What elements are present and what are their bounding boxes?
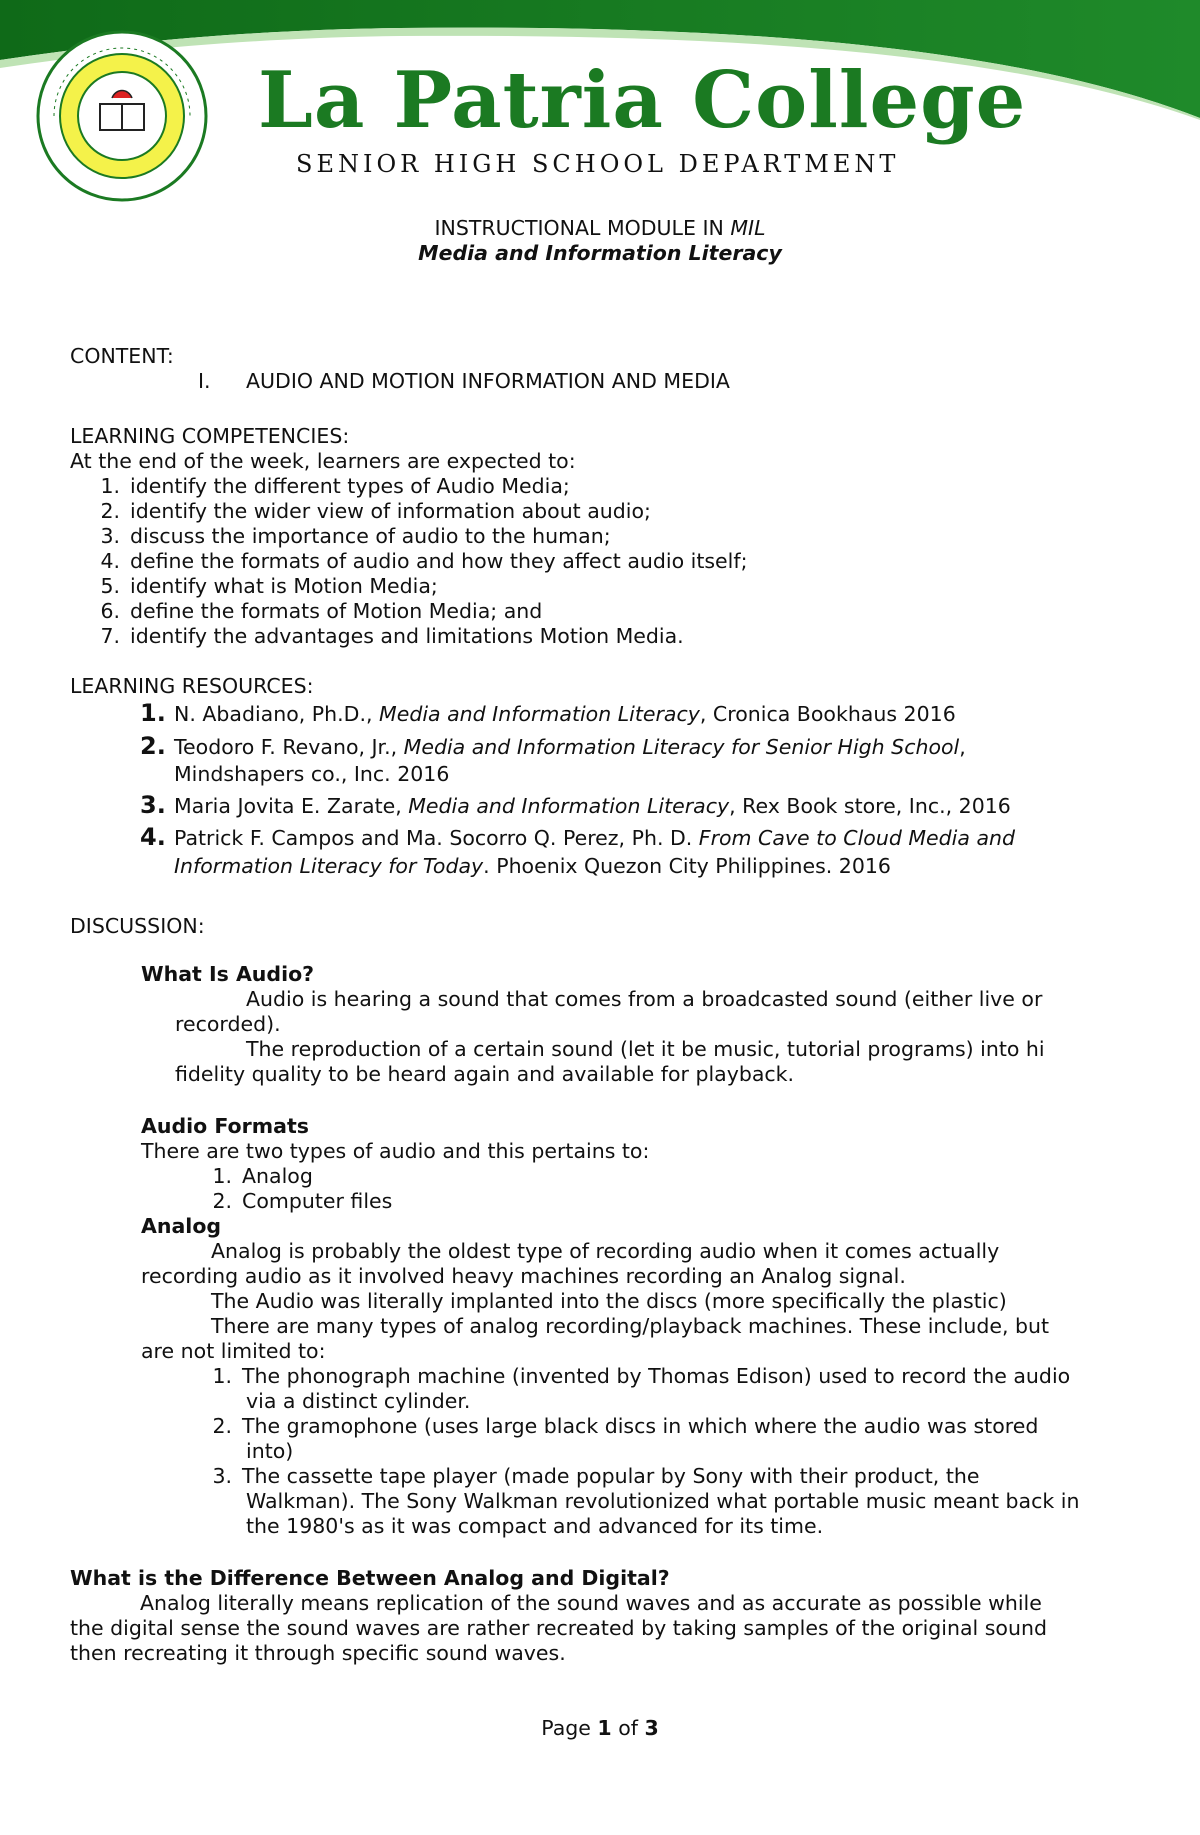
module-title [0,216,1200,241]
department-name: SENIOR HIGH SCHOOL DEPARTMENT [296,150,900,178]
competency-item: 4. define the formats of audio and how they affect audio itself; [100,549,748,573]
competencies-intro: At the end of the week, learners are expected to: [70,449,576,473]
analog-machine-item-continued: Walkman). The Sony Walkman revolutionized what portable music meant back in [246,1489,1080,1513]
resource-item: 1. N. Abadiano, Ph.D., Media and Information Literacy, Cronica Bookhaus 2016 [140,699,956,727]
competency-item: 7. identify the advantages and limitations Motion Media. [100,624,684,648]
what-is-audio-heading: What Is Audio? [141,962,315,986]
audio-formats-heading: Audio Formats [141,1114,309,1138]
college-name: La Patria College [258,55,1027,146]
paragraph-line: then recreating it through specific sound waves. [70,1641,566,1665]
paragraph-line: Analog is probably the oldest type of recording audio when it comes actually [211,1239,1000,1263]
paragraph-line: the digital sense the sound waves are rather recreated by taking samples of the original sound [70,1616,1047,1640]
analog-machine-item: 3. The cassette tape player (made popular by Sony with their product, the [212,1464,980,1488]
content-item-number: I. [198,369,211,393]
paragraph-line: Analog literally means replication of the sound waves and as accurate as possible while [140,1591,1042,1615]
discussion-heading: DISCUSSION: [70,914,205,938]
resource-item-continued: Information Literacy for Today. Phoenix Quezon City Philippines. 2016 [174,854,891,878]
module-title-prefix: INSTRUCTIONAL MODULE IN [434,216,731,240]
analog-machine-item-continued: into) [246,1439,294,1463]
competency-item: 6. define the formats of Motion Media; and [100,599,543,623]
competencies-heading: LEARNING COMPETENCIES: [70,424,350,448]
analog-machine-item-continued: via a distinct cylinder. [246,1389,471,1413]
audio-format-item: 1. Analog [212,1164,313,1188]
resource-item-continued: Mindshapers co., Inc. 2016 [174,762,450,786]
paragraph-line: recording audio as it involved heavy machines recording an Analog signal. [141,1264,906,1288]
competency-item: 3. discuss the importance of audio to the human; [100,524,611,548]
paragraph-line: are not limited to: [141,1339,326,1363]
content-item-text: AUDIO AND MOTION INFORMATION AND MEDIA [246,369,730,393]
resources-heading: LEARNING RESOURCES: [70,674,314,698]
paragraph-line: recorded). [175,1012,281,1036]
analog-heading: Analog [141,1214,222,1238]
content-heading: CONTENT: [70,344,174,368]
analog-machine-item: 2. The gramophone (uses large black discs in which where the audio was stored [212,1414,1039,1438]
module-subject: MIL [730,216,766,240]
content-item [198,369,211,394]
audio-format-item: 2. Computer files [212,1189,393,1213]
paragraph-line: There are many types of analog recording/playback machines. These include, but [211,1314,1050,1338]
module-subtitle: Media and Information Literacy [418,241,782,265]
paragraph-line: fidelity quality to be heard again and available for playback. [175,1062,795,1086]
page-number: Page 1 of 3 [541,1716,659,1740]
resource-item: 3. Maria Jovita E. Zarate, Media and Information Literacy, Rex Book store, Inc., 2016 [140,791,1011,819]
college-seal-logo [36,30,208,202]
competency-item: 2. identify the wider view of information about audio; [100,499,651,523]
resource-item: 2. Teodoro F. Revano, Jr., Media and Information Literacy for Senior High School, [140,732,966,760]
paragraph-line: Audio is hearing a sound that comes from a broadcasted sound (either live or [246,987,1043,1011]
analog-machine-item-continued: the 1980's as it was compact and advanced for its time. [246,1514,824,1538]
competency-item: 5. identify what is Motion Media; [100,574,438,598]
competency-item: 1. identify the different types of Audio Media; [100,474,570,498]
paragraph-line: The reproduction of a certain sound (let it be music, tutorial programs) into hi [246,1037,1045,1061]
difference-heading: What is the Difference Between Analog and Digital? [70,1566,670,1590]
audio-formats-intro: There are two types of audio and this pertains to: [141,1139,650,1163]
paragraph-line: The Audio was literally implanted into the discs (more specifically the plastic) [211,1289,1007,1313]
analog-machine-item: 1. The phonograph machine (invented by Thomas Edison) used to record the audio [212,1364,1071,1388]
resource-item: 4. Patrick F. Campos and Ma. Socorro Q. Perez, Ph. D. From Cave to Cloud Media and [140,823,1016,851]
